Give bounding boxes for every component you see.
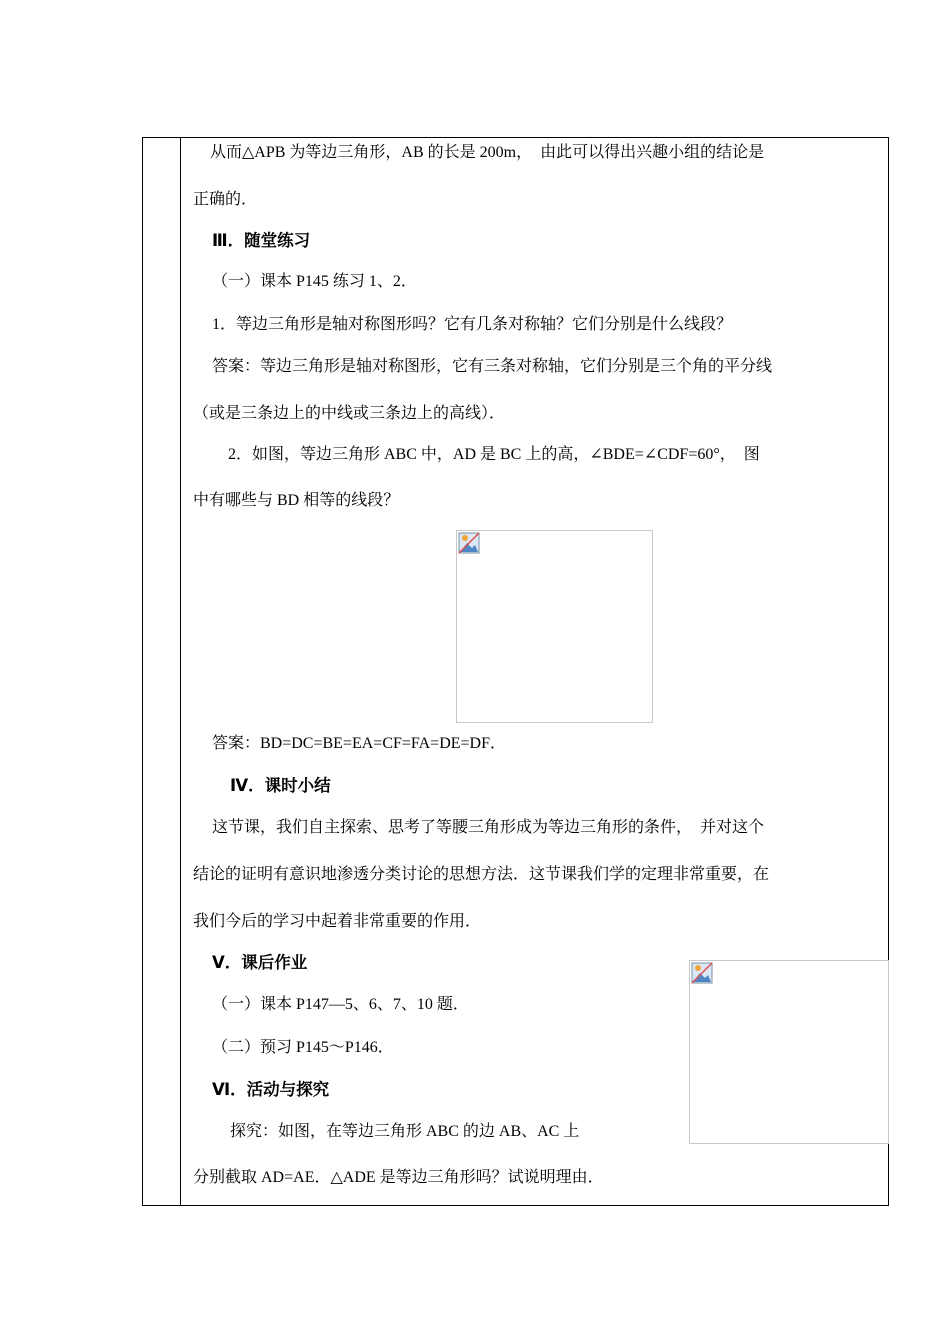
- table-column-divider: [180, 137, 181, 1206]
- text-line: 我们今后的学习中起着非常重要的作用．: [193, 913, 482, 930]
- text-line: （一）课本 P147—5、6、7、10 题．: [212, 996, 469, 1013]
- text-line: 答案：等边三角形是轴对称图形，它有三条对称轴，它们分别是三个角的平分线: [212, 358, 773, 375]
- section-heading-summary: Ⅳ．课时小结: [230, 776, 331, 795]
- text-line: 中有哪些与 BD 相等的线段？: [193, 492, 400, 509]
- broken-image-icon: [458, 532, 480, 554]
- figure-image-placeholder: [456, 530, 653, 723]
- text-line: 这节课，我们自主探索、思考了等腰三角形成为等边三角形的条件， 并对这个: [212, 819, 765, 836]
- text-line: 探究：如图，在等边三角形 ABC 的边 AB、AC 上: [230, 1123, 580, 1140]
- text-line: （一）课本 P145 练习 1、2．: [212, 273, 417, 290]
- text-line: 正确的．: [193, 191, 258, 208]
- broken-image-icon: [691, 962, 713, 984]
- text-line: 2．如图，等边三角形 ABC 中，AD 是 BC 上的高，∠BDE=∠CDF=60°， 图: [228, 446, 760, 463]
- figure-image-placeholder: [689, 960, 889, 1144]
- text-line: （或是三条边上的中线或三条边上的高线）．: [193, 405, 506, 422]
- text-line: 结论的证明有意识地渗透分类讨论的思想方法．这节课我们学的定理非常重要，在: [193, 866, 770, 883]
- section-heading-practice: Ⅲ．随堂练习: [212, 231, 311, 250]
- section-heading-homework: Ⅴ．课后作业: [212, 953, 308, 972]
- text-line: 答案：BD=DC=BE=EA=CF=FA=DE=DF．: [212, 735, 507, 752]
- section-heading-activity: Ⅵ．活动与探究: [212, 1080, 330, 1099]
- text-line: 分别截取 AD=AE．△ADE 是等边三角形吗？试说明理由．: [193, 1169, 604, 1186]
- text-line: 1．等边三角形是轴对称图形吗？它有几条对称轴？它们分别是什么线段？: [212, 316, 733, 333]
- text-line: 从而△APB 为等边三角形，AB 的长是 200m， 由此可以得出兴趣小组的结论是: [210, 144, 765, 161]
- text-line: （二）预习 P145～P146．: [212, 1039, 394, 1056]
